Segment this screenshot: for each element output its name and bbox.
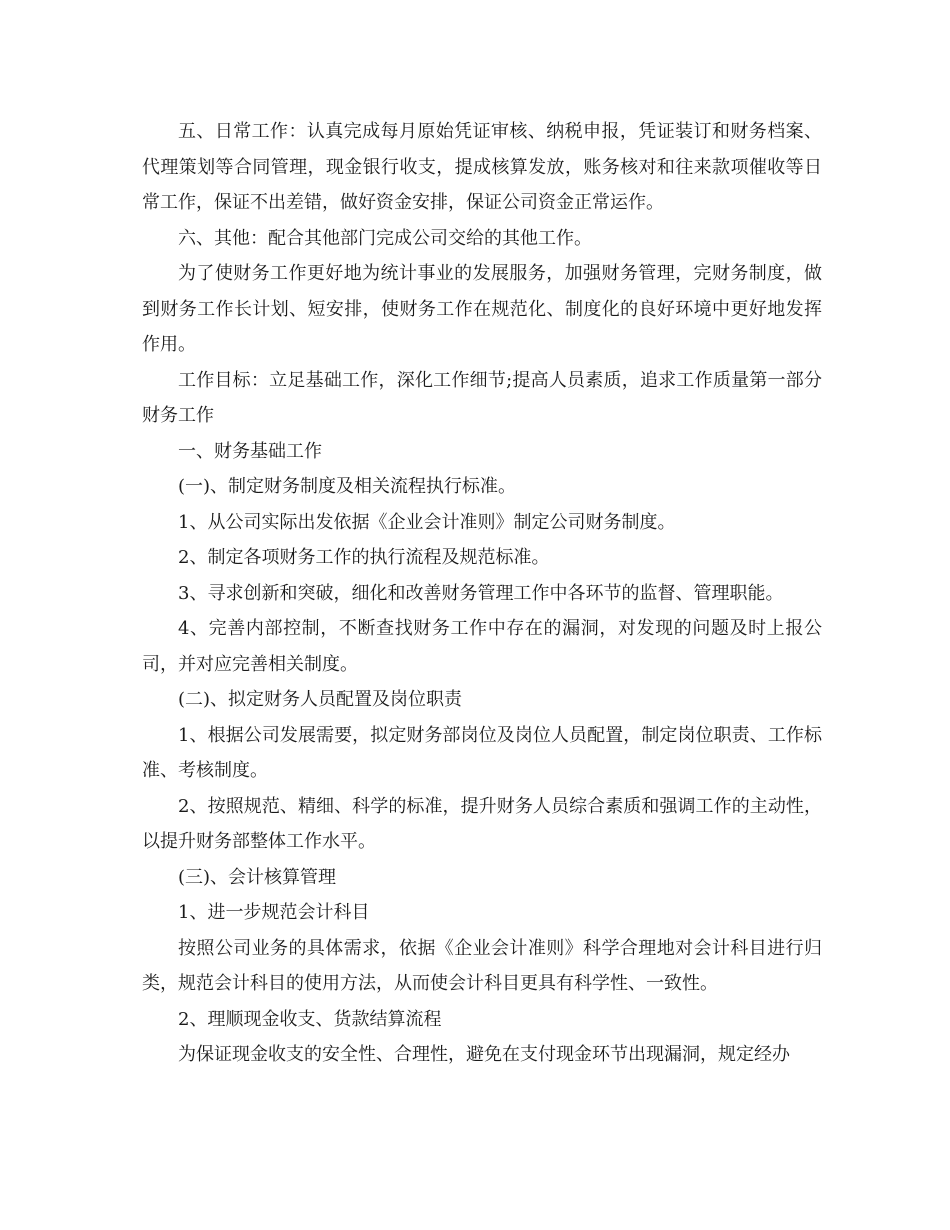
- paragraph-work-goal: 工作目标：立足基础工作，深化工作细节;提高人员素质，追求工作质量第一部分财务工作: [142, 369, 822, 426]
- heading-financial-basics: 一、财务基础工作: [178, 440, 322, 462]
- list-item: 4、完善内部控制，不断查找财务工作中存在的漏洞，对发现的问题及时上报公司，并对应完善相关制度。: [142, 618, 822, 675]
- paragraph-purpose: 为了使财务工作更好地为统计事业的发展服务，加强财务管理，完财务制度，做到财务工作长计划、短安排，使财务工作在规范化、制度化的良好环境中更好地发挥作用。: [142, 263, 822, 355]
- subheading-staffing: (二)、拟定财务人员配置及岗位职责: [178, 689, 463, 710]
- list-item: 2、理顺现金收支、货款结算流程: [178, 1008, 442, 1030]
- list-item: 1、根据公司发展需要，拟定财务部岗位及岗位人员配置，制定岗位职责、工作标准、考核制度。: [142, 724, 822, 781]
- paragraph-accounting-subjects: 按照公司业务的具体需求，依据《企业会计准则》科学合理地对会计科目进行归类，规范会计科目的使用方法，从而使会计科目更具有科学性、一致性。: [142, 937, 822, 994]
- paragraph-other: 六、其他：配合其他部门完成公司交给的其他工作。: [178, 227, 592, 249]
- document-body: [142, 114, 822, 1073]
- list-item: 2、制定各项财务工作的执行流程及规范标准。: [178, 547, 550, 568]
- list-item: 3、寻求创新和突破，细化和改善财务管理工作中各环节的监督、管理职能。: [178, 582, 784, 604]
- paragraph-cash-flow: 为保证现金收支的安全性、合理性，避免在支付现金环节出现漏洞，规定经办: [178, 1044, 790, 1065]
- list-item: 2、按照规范、精细、科学的标准，提升财务人员综合素质和强调工作的主动性，以提升财务部整体工作水平。: [142, 795, 822, 852]
- list-item: 1、从公司实际出发依据《企业会计准则》制定公司财务制度。: [178, 511, 676, 533]
- subheading-financial-system: (一)、制定财务制度及相关流程执行标准。: [178, 476, 517, 497]
- paragraph-daily-work: 五、日常工作：认真完成每月原始凭证审核、纳税申报，凭证装订和财务档案、代理策划等合同管理，现金银行收支，提成核算发放，账务核对和往来款项催收等日常工作，保证不出差错，做好资金安排，保证公司资金正常运作。: [142, 121, 822, 213]
- subheading-accounting: (三)、会计核算管理: [178, 866, 337, 888]
- list-item: 1、进一步规范会计科目: [178, 902, 370, 923]
